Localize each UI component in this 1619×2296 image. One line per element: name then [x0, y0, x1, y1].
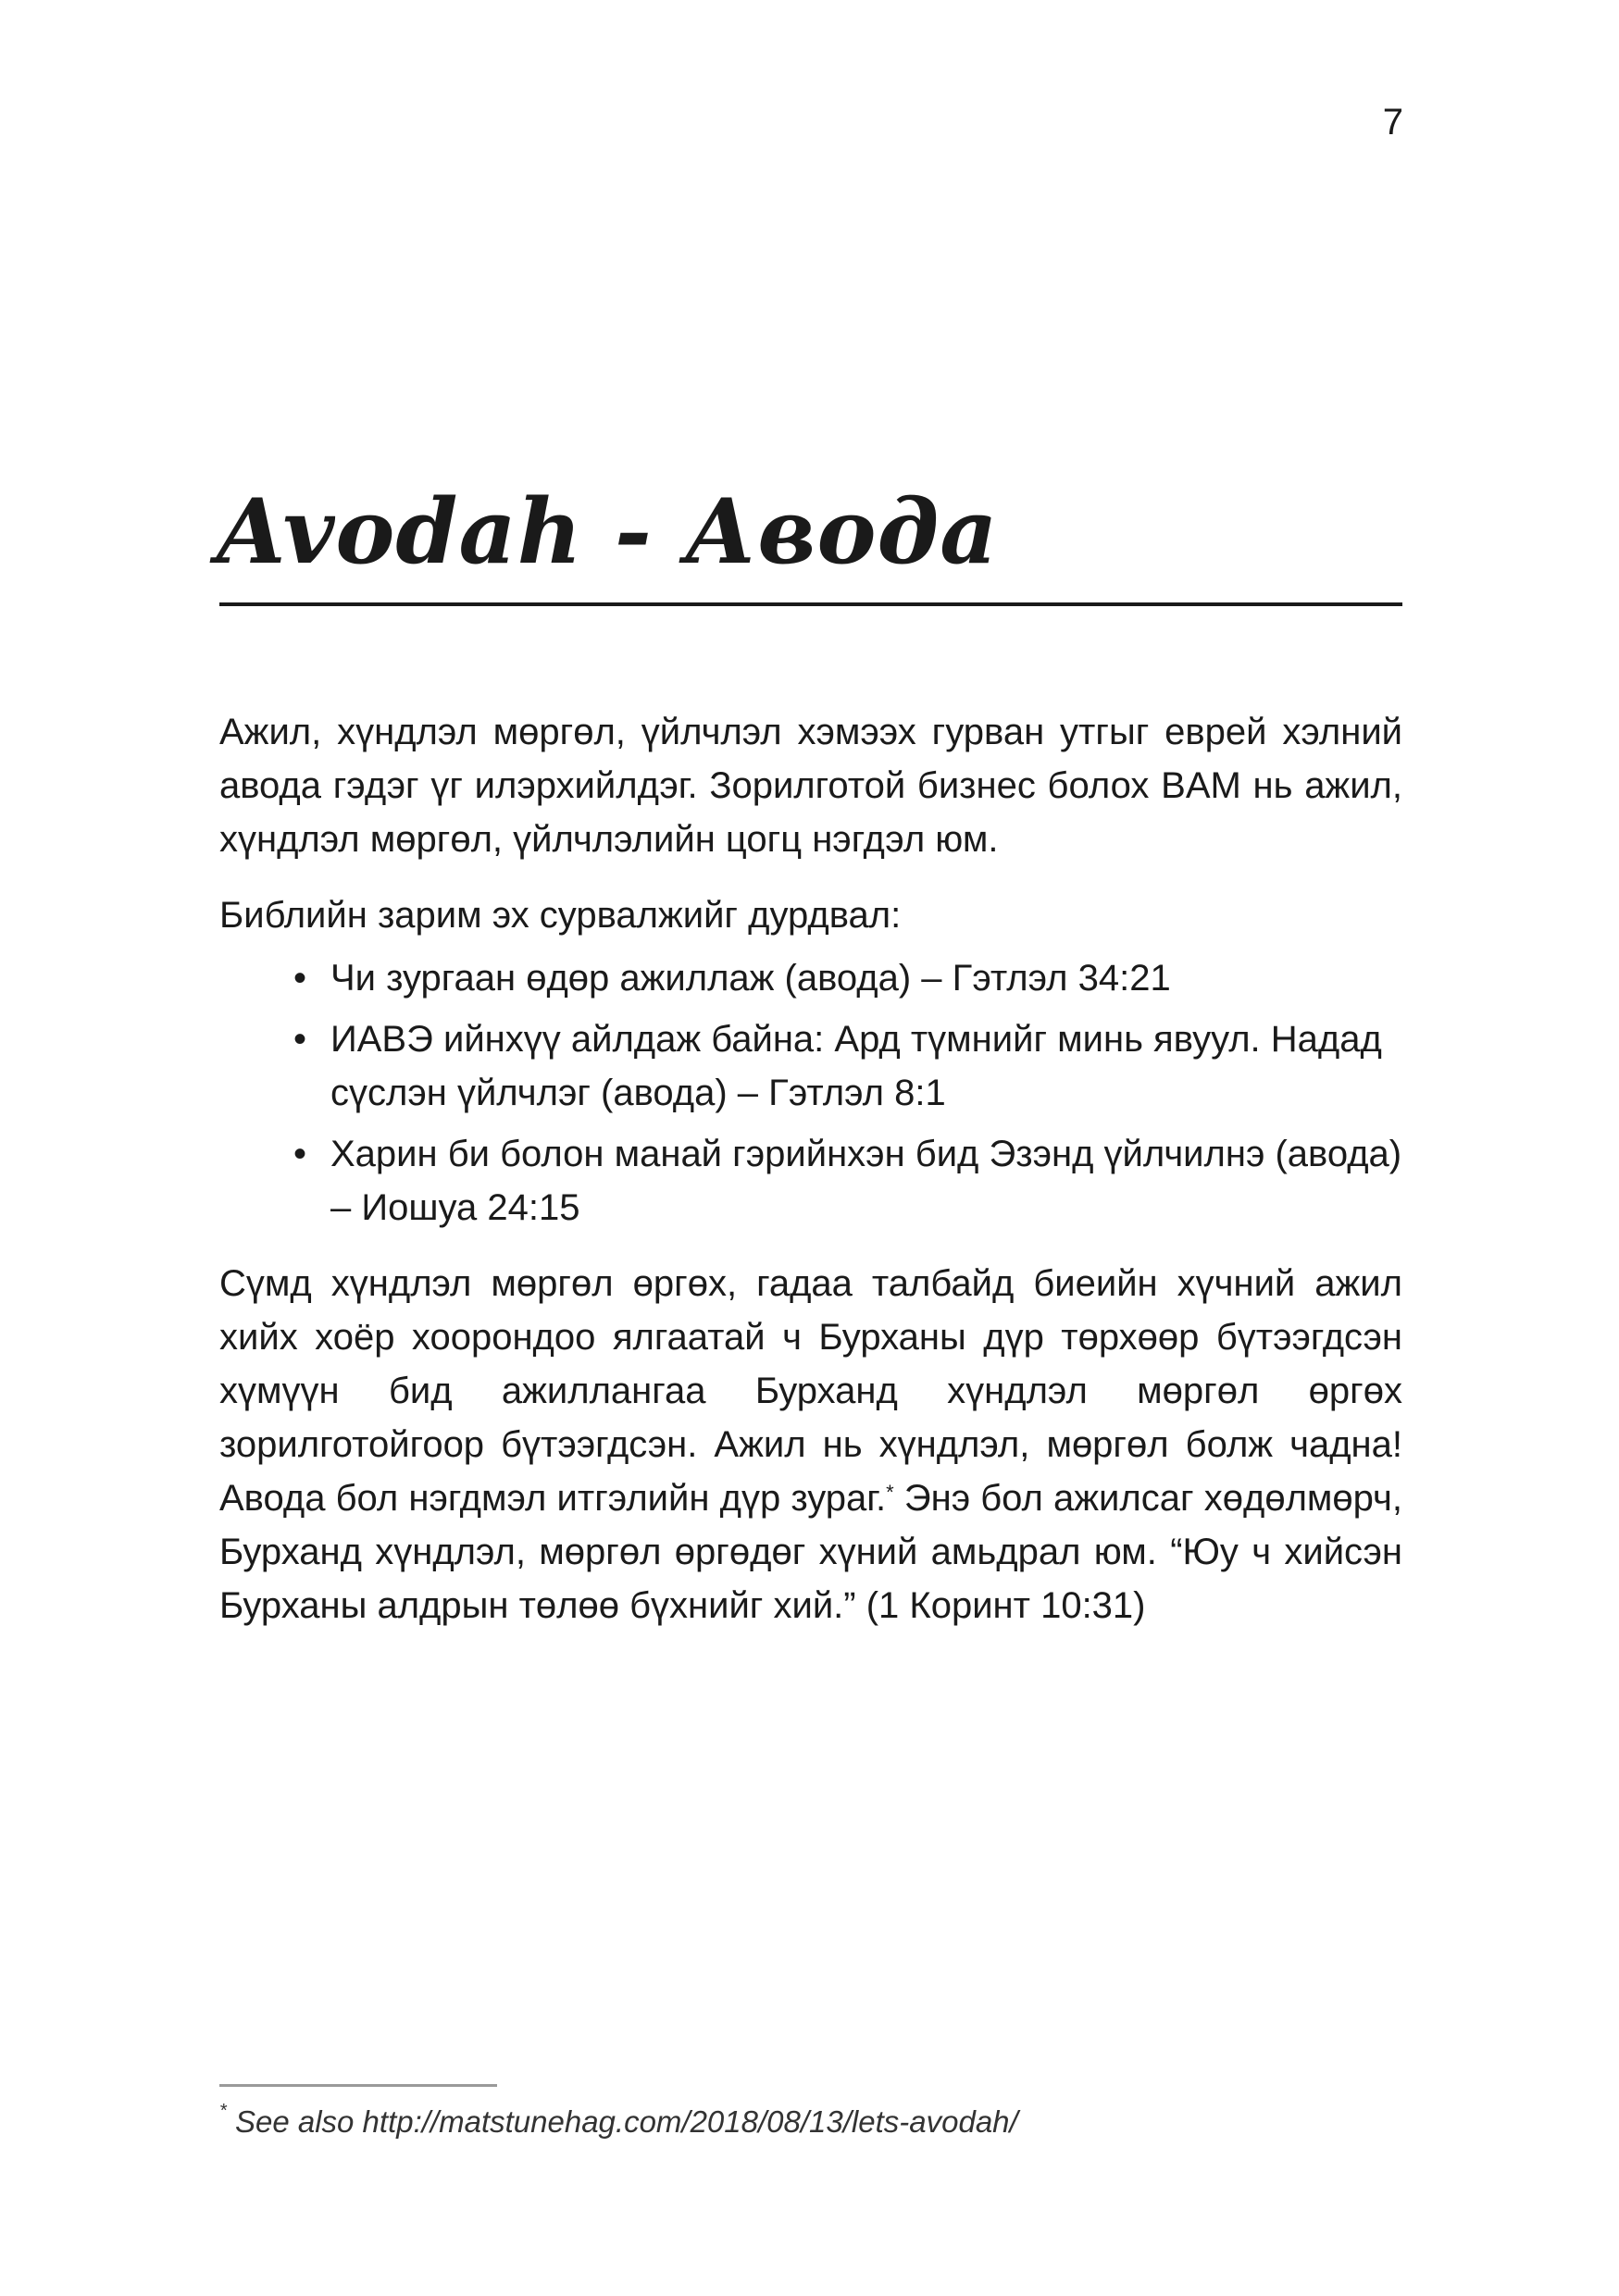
chapter-title: Avodah - Авода — [217, 479, 999, 584]
bullet-icon: • — [293, 1019, 307, 1060]
main-paragraph — [219, 1257, 1402, 1632]
title-divider — [219, 602, 1402, 606]
list-item — [293, 1012, 1402, 1120]
footnote-divider — [219, 2084, 497, 2087]
bullet-icon: • — [293, 958, 307, 999]
footnote-text: See also http://matstunehag.com/2018/08/13/lets-avodah/ — [226, 2104, 1018, 2139]
scripture-list — [219, 951, 1402, 1235]
main-paragraph-part1: Сүмд хүндлэл мөргөл өргөх, гадаа талбайд биеийн хүчний ажил хийх хоёр хоорондоо ялгаатай ч Бурханы дүр төрхөөр бүтээгдсэн хүмүүн бид ажиллангаа Бурханд хүндлэл мөргөл өргөх зорилготойгоор бүтээгдсэн. Ажил нь хүндлэл, мөргөл болж чадна! Авода бол нэгдмэл итгэлийн дүр зураг. — [219, 1263, 1402, 1519]
footnote — [219, 2101, 1018, 2140]
bullet-icon: • — [293, 1134, 307, 1174]
footnote-reference[interactable]: * — [886, 1481, 894, 1504]
list-item-text: Чи зургаан өдөр ажиллаж (авода) – Гэтлэл 34:21 — [330, 958, 1171, 999]
list-item-text: Харин би болон манай гэрийнхэн бид Эзэнд үйлчилнэ (авода) – Иошуа 24:15 — [330, 1134, 1402, 1228]
page-number: 7 — [1382, 102, 1403, 143]
footnote-marker: * — [219, 2101, 227, 2121]
main-paragraph-part2: Энэ бол ажилсаг хөдөлмөрч, Бурханд хүндлэл, мөргөл өргөдөг хүний амьдрал юм. “Юу ч хийсэн Бурханы алдрын төлөө бүхнийг хий.” (1 Коринт 10:31) — [219, 1478, 1402, 1626]
list-item — [293, 951, 1402, 1005]
body-text — [219, 705, 1402, 1632]
list-item-text: ИАВЭ ийнхүү айлдаж байна: Ард түмнийг минь явуул. Надад сүслэн үйлчлэг (авода) – Гэтлэл 8:1 — [330, 1019, 1382, 1113]
intro-paragraph: Ажил, хүндлэл мөргөл, үйлчлэл хэмээх гурван утгыг еврей хэлний авода гэдэг үг илэрхийлдэг. Зорилготой бизнес болох BAM нь ажил, хүндлэл мөргөл, үйлчлэлийн цогц нэгдэл юм. — [219, 712, 1402, 860]
sources-intro: Библийн зарим эх сурвалжийг дурдвал: — [219, 895, 902, 936]
list-item — [293, 1127, 1402, 1235]
